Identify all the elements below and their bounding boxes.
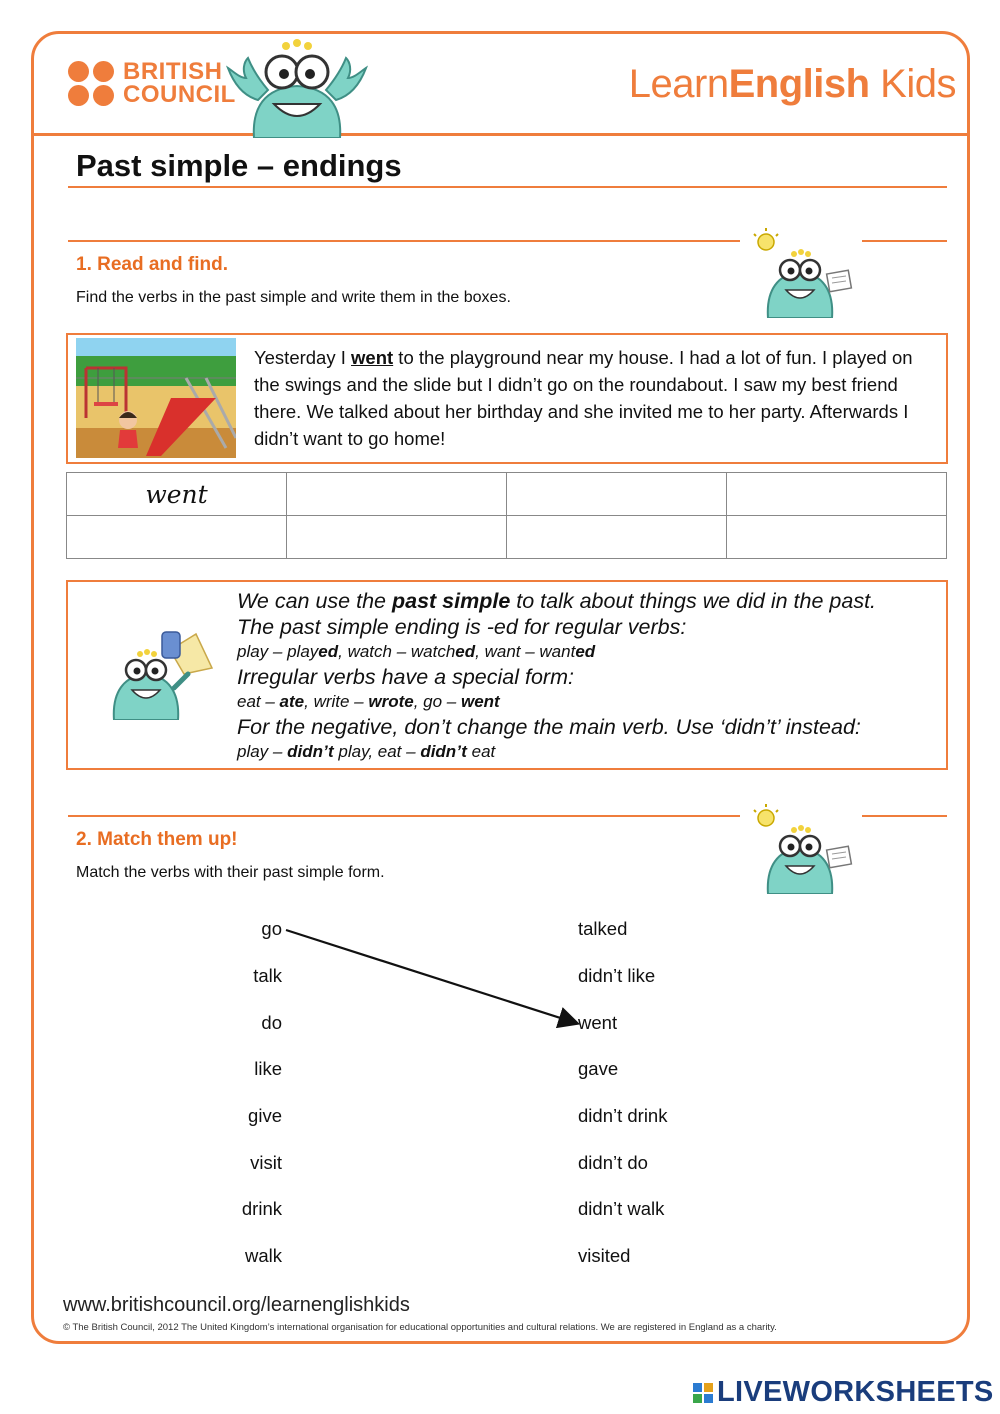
footer-copyright: © The British Council, 2012 The United Kingdom’s international organisation for educational opportunities and cultural relations. We are registered in England as a charity. [63, 1322, 777, 1333]
rule-examples-irregular: eat – ate, write – wrote, go – went [237, 692, 500, 711]
british-council-dots-icon [68, 61, 115, 106]
match-left-item[interactable]: give [248, 1105, 282, 1126]
rule-line-2: The past simple ending is -ed for regular verbs: [237, 615, 687, 639]
match-right-item[interactable]: talked [578, 918, 628, 939]
section2-heading: 2. Match them up! [76, 829, 238, 850]
brand-line1: BRITISH [123, 58, 223, 85]
spotlight-monster-icon [100, 628, 216, 720]
section2-rule-right [862, 815, 947, 817]
match-right-item[interactable]: didn’t like [578, 965, 656, 986]
match-left-item[interactable]: walk [244, 1245, 282, 1266]
footer-url[interactable]: www.britishcouncil.org/learnenglishkids [63, 1294, 410, 1316]
answer-box[interactable] [287, 516, 507, 559]
match-right-item[interactable]: went [578, 1012, 618, 1033]
section2-rule-left [68, 815, 740, 817]
answer-box[interactable] [287, 473, 507, 516]
idea-monster-icon [748, 228, 854, 318]
match-left-item[interactable]: talk [253, 965, 282, 986]
section1-instruction: Find the verbs in the past simple and write them in the boxes. [76, 289, 511, 306]
answer-row [67, 516, 947, 559]
learnenglish-kids-logo [629, 62, 956, 107]
answer-value: went [145, 479, 208, 509]
story-after: to the playground near my house. I had a lot of fun. I played on the swings and the slide but I didn’t go on the roundabout. I saw my best friend there. We talked about her birthday and she invited me to her party. Afterwards I didn’t want to go home! [254, 347, 913, 449]
logo-english: English [728, 62, 870, 106]
match-right-item[interactable]: didn’t drink [578, 1105, 668, 1126]
header-divider [31, 133, 970, 136]
match-right-item[interactable]: gave [578, 1058, 619, 1079]
grammar-rules [237, 588, 942, 764]
answer-box[interactable] [507, 516, 727, 559]
story-example-word: went [351, 347, 394, 368]
section1-rule-left [68, 240, 740, 242]
rule-line-4: Irregular verbs have a special form: [237, 665, 574, 689]
monster-mascot-icon [224, 38, 370, 138]
liveworksheets-icon [693, 1383, 713, 1403]
answer-box[interactable] [67, 516, 287, 559]
page-title: Past simple – endings [76, 148, 402, 183]
story-text [254, 344, 940, 452]
logo-learn: Learn [628, 62, 729, 106]
playground-picture [76, 338, 236, 458]
answer-box[interactable] [507, 473, 727, 516]
section1-rule-right [862, 240, 947, 242]
match-left-item[interactable]: drink [241, 1198, 282, 1219]
section2-instruction: Match the verbs with their past simple form. [76, 864, 385, 881]
answer-box[interactable] [67, 473, 287, 516]
match-right-item[interactable]: didn’t do [578, 1152, 648, 1173]
match-right-item[interactable]: visited [578, 1245, 631, 1266]
watermark-text: LIVEWORKSHEETS [717, 1376, 994, 1408]
brand-line2: COUNCIL [123, 81, 236, 108]
idea-monster-icon [748, 804, 854, 894]
answer-row [67, 473, 947, 516]
example-match-arrow [280, 920, 590, 1035]
answer-table [66, 472, 947, 559]
logo-kids: Kids [869, 62, 956, 106]
rule-examples-negative: play – didn’t play, eat – didn’t eat [237, 742, 496, 761]
match-left-item[interactable]: like [254, 1058, 282, 1079]
story-before: Yesterday I [254, 347, 352, 368]
match-right-item[interactable]: didn’t walk [578, 1198, 665, 1219]
rule-line-1: We can use the past simple to talk about things we did in the past. [237, 589, 877, 613]
liveworksheets-logo [693, 1376, 994, 1409]
rule-line-6: For the negative, don’t change the main verb. Use ‘didn’t’ instead: [237, 715, 861, 739]
match-left-item[interactable]: visit [250, 1152, 282, 1173]
section1-heading: 1. Read and find. [76, 254, 229, 275]
british-council-logo [68, 60, 236, 106]
answer-box[interactable] [727, 473, 947, 516]
title-underline [68, 186, 947, 188]
rule-examples-regular: play – played, watch – watched, want – wanted [237, 642, 596, 661]
match-left-item[interactable]: go [261, 918, 282, 939]
match-left-item[interactable]: do [261, 1012, 282, 1033]
answer-box[interactable] [727, 516, 947, 559]
